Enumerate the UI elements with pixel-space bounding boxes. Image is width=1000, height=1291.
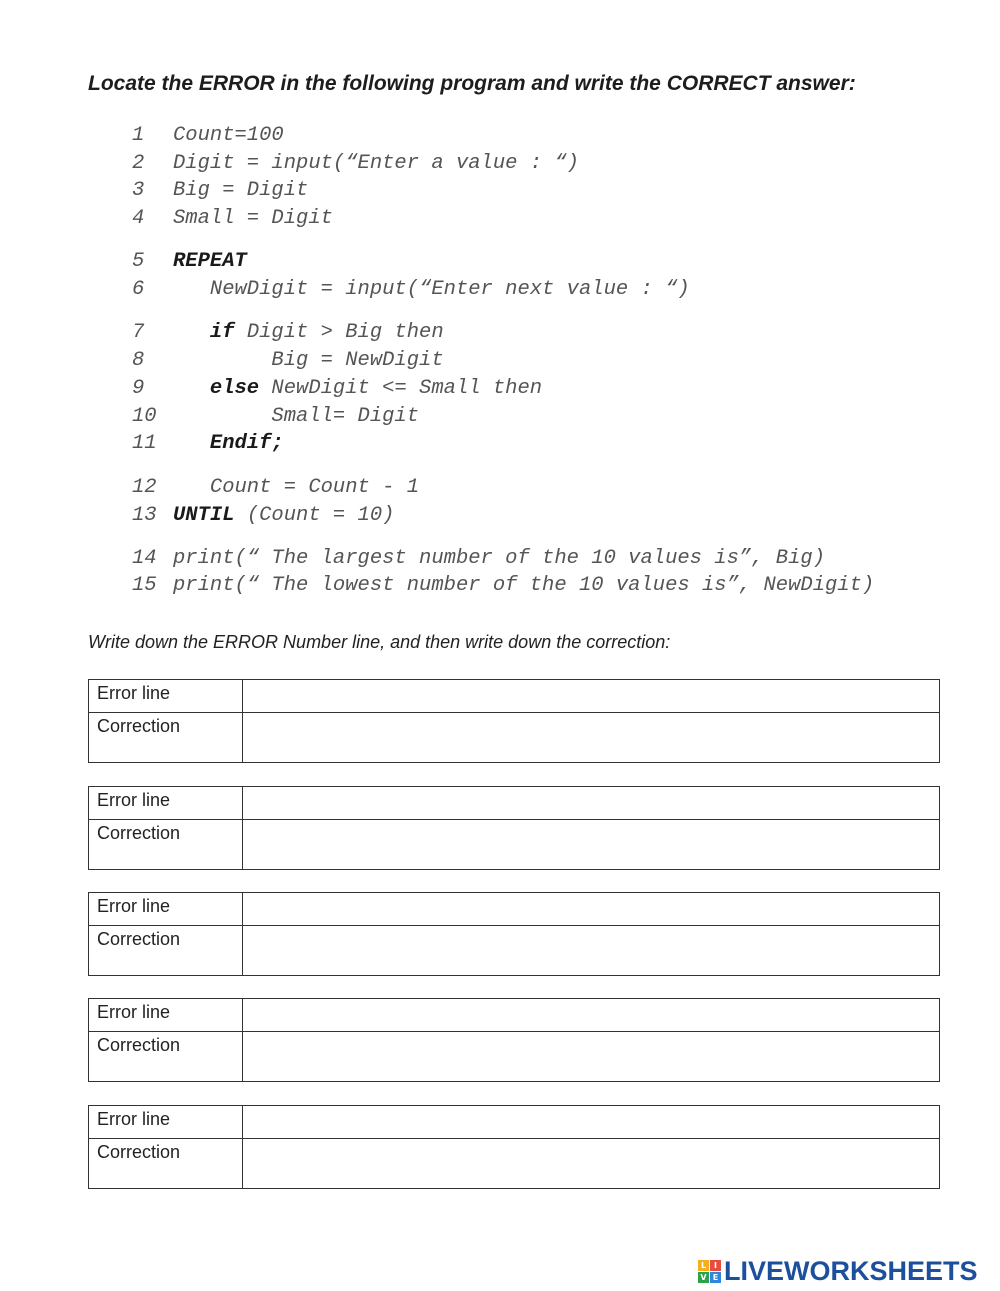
error-line-cell [243,893,940,926]
code-line [132,546,825,572]
error-line-cell [243,999,940,1032]
logo-mark-icon [698,1260,721,1283]
instructions-text: Write down the ERROR Number line, and then write down the correction: [88,632,671,652]
code-text: Big = NewDigit [173,349,444,372]
code-keyword: REPEAT [173,250,247,273]
code-line [132,431,284,457]
code-line [132,277,690,303]
correction-label: Correction [89,926,243,976]
code-line [132,503,394,529]
line-number: 3 [132,179,145,202]
code-text: print(“ The largest number of the 10 values is”, Big) [173,547,826,570]
code-text: Small= Digit [173,405,420,428]
error-line-label: Error line [89,999,243,1032]
code-text: NewDigit = input(“Enter next value : “) [173,278,690,301]
code-line [132,151,579,177]
code-line [132,178,308,204]
code-line [132,320,444,346]
correction-cell [243,820,940,870]
correction-cell [243,713,940,763]
error-line-label: Error line [89,1106,243,1139]
correction-label: Correction [89,1032,243,1082]
error-line-cell [243,680,940,713]
code-text: Big = Digit [173,179,309,202]
correction-row [89,926,940,976]
error-line-row [89,1106,940,1139]
error-line-input[interactable] [243,893,939,925]
error-line-label: Error line [89,680,243,713]
error-line-cell [243,787,940,820]
correction-cell [243,1139,940,1189]
code-text: print(“ The lowest number of the 10 values is”, NewDigit) [173,574,875,597]
correction-label: Correction [89,1139,243,1189]
code-text: (Count = 10) [234,504,395,527]
line-number: 11 [132,432,157,455]
error-line-cell [243,1106,940,1139]
code-line [132,249,247,275]
code-text [173,377,210,400]
correction-label: Correction [89,820,243,870]
line-number: 6 [132,278,145,301]
code-keyword: Endif; [209,432,284,455]
line-number: 12 [132,476,157,499]
error-line-input[interactable] [243,1106,939,1138]
logo-mark-tile: E [710,1272,721,1283]
line-number: 8 [132,349,145,372]
answer-table [88,892,940,976]
code-text [173,321,210,344]
correction-input[interactable] [243,1032,939,1078]
correction-row [89,820,940,870]
error-line-input[interactable] [243,680,939,712]
code-text: Digit = input(“Enter a value : “) [173,152,579,175]
line-number: 15 [132,574,157,597]
line-number: 9 [132,377,145,400]
correction-row [89,1139,940,1189]
error-line-row [89,999,940,1032]
code-listing [0,0,1000,620]
code-line [132,123,284,149]
code-text: Count = Count - 1 [173,476,420,499]
answer-table [88,998,940,1082]
line-number: 2 [132,152,145,175]
line-number: 13 [132,504,157,527]
correction-label: Correction [89,713,243,763]
code-text [173,432,210,455]
answer-table [88,786,940,870]
correction-input[interactable] [243,1139,939,1185]
code-text: Digit > Big then [234,321,444,344]
code-keyword: else [209,377,260,400]
line-number: 4 [132,207,145,230]
correction-input[interactable] [243,926,939,972]
page-title: Locate the ERROR in the following program and write the CORRECT answer: [88,72,856,95]
code-line [132,404,419,430]
code-text: NewDigit <= Small then [259,377,543,400]
error-line-row [89,787,940,820]
answer-table [88,679,940,763]
code-line [132,376,542,402]
error-line-label: Error line [89,893,243,926]
correction-input[interactable] [243,713,939,759]
logo-text: LIVEWORKSHEETS [724,1256,978,1286]
line-number: 1 [132,124,145,147]
code-line [132,475,419,501]
code-line [132,206,333,232]
correction-input[interactable] [243,820,939,866]
code-line [132,573,874,599]
code-keyword: if [209,321,235,344]
code-text: Small = Digit [173,207,333,230]
logo-mark-tile: V [698,1272,709,1283]
correction-row [89,1032,940,1082]
logo-mark-tile: L [698,1260,709,1271]
error-line-input[interactable] [243,787,939,819]
line-number: 5 [132,250,145,273]
code-text: Count=100 [173,124,284,147]
error-line-input[interactable] [243,999,939,1031]
answer-table [88,1105,940,1189]
liveworksheets-logo [698,1256,978,1287]
correction-cell [243,926,940,976]
code-keyword: UNTIL [173,504,235,527]
line-number: 14 [132,547,157,570]
code-line [132,348,444,374]
correction-row [89,713,940,763]
correction-cell [243,1032,940,1082]
error-line-label: Error line [89,787,243,820]
error-line-row [89,680,940,713]
line-number: 7 [132,321,145,344]
line-number: 10 [132,405,157,428]
logo-mark-tile: I [710,1260,721,1271]
error-line-row [89,893,940,926]
